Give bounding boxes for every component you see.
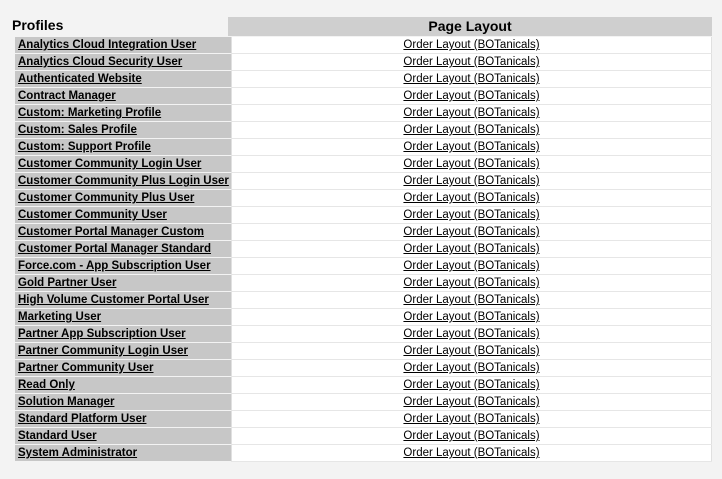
profile-cell	[15, 173, 232, 190]
profile-link[interactable]: Custom: Marketing Profile	[18, 107, 162, 119]
page-layout-link[interactable]: Order Layout (BOTanicals)	[403, 39, 540, 51]
profile-cell	[15, 139, 232, 156]
table-row	[15, 241, 712, 258]
profile-cell	[15, 122, 232, 139]
profile-link[interactable]: Customer Community Login User	[18, 158, 202, 170]
table-row	[15, 258, 712, 275]
page-layout-link[interactable]: Order Layout (BOTanicals)	[403, 107, 540, 119]
page-layout-link[interactable]: Order Layout (BOTanicals)	[403, 141, 540, 153]
profile-link[interactable]: Gold Partner User	[18, 277, 117, 289]
page-layout-link[interactable]: Order Layout (BOTanicals)	[403, 294, 540, 306]
profile-link[interactable]: Solution Manager	[18, 396, 115, 408]
table-row	[15, 173, 712, 190]
table-row	[15, 190, 712, 207]
profile-link[interactable]: Customer Portal Manager Custom	[18, 226, 204, 238]
profile-link[interactable]: Customer Community User	[18, 209, 167, 221]
page-layout-link[interactable]: Order Layout (BOTanicals)	[403, 226, 540, 238]
profile-link[interactable]: Standard User	[18, 430, 97, 442]
page-layout-link[interactable]: Order Layout (BOTanicals)	[403, 158, 540, 170]
assignment-table	[15, 37, 712, 462]
profile-cell	[15, 54, 232, 71]
profile-link[interactable]: Customer Community Plus Login User	[18, 175, 229, 187]
table-row	[15, 326, 712, 343]
profile-cell	[15, 37, 232, 54]
profile-cell	[15, 326, 232, 343]
page-layout-cell	[232, 326, 712, 343]
profile-cell	[15, 343, 232, 360]
page-layout-cell	[232, 377, 712, 394]
profile-link[interactable]: Contract Manager	[18, 90, 116, 102]
profile-link[interactable]: Partner Community User	[18, 362, 154, 374]
table-row	[15, 71, 712, 88]
table-row	[15, 343, 712, 360]
page-layout-cell	[232, 428, 712, 445]
profile-cell	[15, 394, 232, 411]
page-layout-cell	[232, 275, 712, 292]
profile-link[interactable]: Standard Platform User	[18, 413, 147, 425]
table-row	[15, 292, 712, 309]
page-layout-link[interactable]: Order Layout (BOTanicals)	[403, 430, 540, 442]
page-layout-link[interactable]: Order Layout (BOTanicals)	[403, 175, 540, 187]
page-layout-cell	[232, 411, 712, 428]
page-layout-link[interactable]: Order Layout (BOTanicals)	[403, 192, 540, 204]
profile-link[interactable]: Custom: Support Profile	[18, 141, 151, 153]
page-layout-link[interactable]: Order Layout (BOTanicals)	[403, 243, 540, 255]
page-layout-cell	[232, 71, 712, 88]
profile-link[interactable]: Marketing User	[18, 311, 102, 323]
table-row	[15, 428, 712, 445]
profile-cell	[15, 156, 232, 173]
page-layout-link[interactable]: Order Layout (BOTanicals)	[403, 396, 540, 408]
table-row	[15, 207, 712, 224]
page-layout-link[interactable]: Order Layout (BOTanicals)	[403, 56, 540, 68]
page-layout-cell	[232, 105, 712, 122]
profile-cell	[15, 207, 232, 224]
profiles-column-header: Profiles	[12, 17, 64, 33]
table-row	[15, 122, 712, 139]
profile-link[interactable]: Force.com - App Subscription User	[18, 260, 211, 272]
table-row	[15, 377, 712, 394]
table-row	[15, 105, 712, 122]
profile-link[interactable]: System Administrator	[18, 447, 138, 459]
table-row	[15, 275, 712, 292]
table-row	[15, 360, 712, 377]
table-row	[15, 411, 712, 428]
profile-link[interactable]: Customer Portal Manager Standard	[18, 243, 211, 255]
page-layout-cell	[232, 54, 712, 71]
page-layout-link[interactable]: Order Layout (BOTanicals)	[403, 362, 540, 374]
table-row	[15, 445, 712, 462]
profile-link[interactable]: Partner App Subscription User	[18, 328, 186, 340]
page-layout-cell	[232, 309, 712, 326]
page-layout-link[interactable]: Order Layout (BOTanicals)	[403, 124, 540, 136]
table-row	[15, 224, 712, 241]
table-row	[15, 37, 712, 54]
profile-cell	[15, 258, 232, 275]
page-layout-cell	[232, 88, 712, 105]
table-row	[15, 156, 712, 173]
profile-link[interactable]: Read Only	[18, 379, 75, 391]
page-layout-cell	[232, 224, 712, 241]
page-layout-cell	[232, 37, 712, 54]
profile-link[interactable]: Analytics Cloud Integration User	[18, 39, 197, 51]
page-layout-cell	[232, 241, 712, 258]
page-layout-cell	[232, 343, 712, 360]
page-layout-cell	[232, 173, 712, 190]
page-layout-link[interactable]: Order Layout (BOTanicals)	[403, 209, 540, 221]
profile-link[interactable]: Analytics Cloud Security User	[18, 56, 183, 68]
page-layout-cell	[232, 292, 712, 309]
page-layout-cell	[232, 360, 712, 377]
page-layout-link[interactable]: Order Layout (BOTanicals)	[403, 90, 540, 102]
assignment-table-body	[15, 37, 712, 462]
page-layout-link[interactable]: Order Layout (BOTanicals)	[403, 328, 540, 340]
table-row	[15, 394, 712, 411]
page-layout-cell	[232, 445, 712, 462]
profile-cell	[15, 71, 232, 88]
table-row	[15, 309, 712, 326]
page-layout-link[interactable]: Order Layout (BOTanicals)	[403, 379, 540, 391]
profile-cell	[15, 377, 232, 394]
profile-cell	[15, 224, 232, 241]
profile-cell	[15, 360, 232, 377]
profile-cell	[15, 190, 232, 207]
page-layout-link[interactable]: Order Layout (BOTanicals)	[403, 277, 540, 289]
page-layout-cell	[232, 122, 712, 139]
profile-cell	[15, 105, 232, 122]
page-layout-cell	[232, 258, 712, 275]
page-layout-link[interactable]: Order Layout (BOTanicals)	[403, 260, 540, 272]
page-layout-link[interactable]: Order Layout (BOTanicals)	[403, 447, 540, 459]
table-row	[15, 139, 712, 156]
profile-cell	[15, 428, 232, 445]
profile-link[interactable]: Authenticated Website	[18, 73, 142, 85]
profile-link[interactable]: Customer Community Plus User	[18, 192, 195, 204]
page-layout-cell	[232, 394, 712, 411]
profile-link[interactable]: Partner Community Login User	[18, 345, 188, 357]
table-row	[15, 54, 712, 71]
profile-cell	[15, 309, 232, 326]
profile-cell	[15, 88, 232, 105]
profile-link[interactable]: Custom: Sales Profile	[18, 124, 137, 136]
page-layout-link[interactable]: Order Layout (BOTanicals)	[403, 413, 540, 425]
page-layout-link[interactable]: Order Layout (BOTanicals)	[403, 311, 540, 323]
profile-cell	[15, 275, 232, 292]
page-layout-cell	[232, 156, 712, 173]
page-layout-cell	[232, 207, 712, 224]
profile-cell	[15, 292, 232, 309]
page-layout-link[interactable]: Order Layout (BOTanicals)	[403, 73, 540, 85]
table-row	[15, 88, 712, 105]
profile-cell	[15, 445, 232, 462]
profile-cell	[15, 241, 232, 258]
page-layout-cell	[232, 190, 712, 207]
page-layout-column-header: Page Layout	[228, 17, 712, 36]
profile-link[interactable]: High Volume Customer Portal User	[18, 294, 209, 306]
page-layout-link[interactable]: Order Layout (BOTanicals)	[403, 345, 540, 357]
profile-cell	[15, 411, 232, 428]
page-layout-cell	[232, 139, 712, 156]
